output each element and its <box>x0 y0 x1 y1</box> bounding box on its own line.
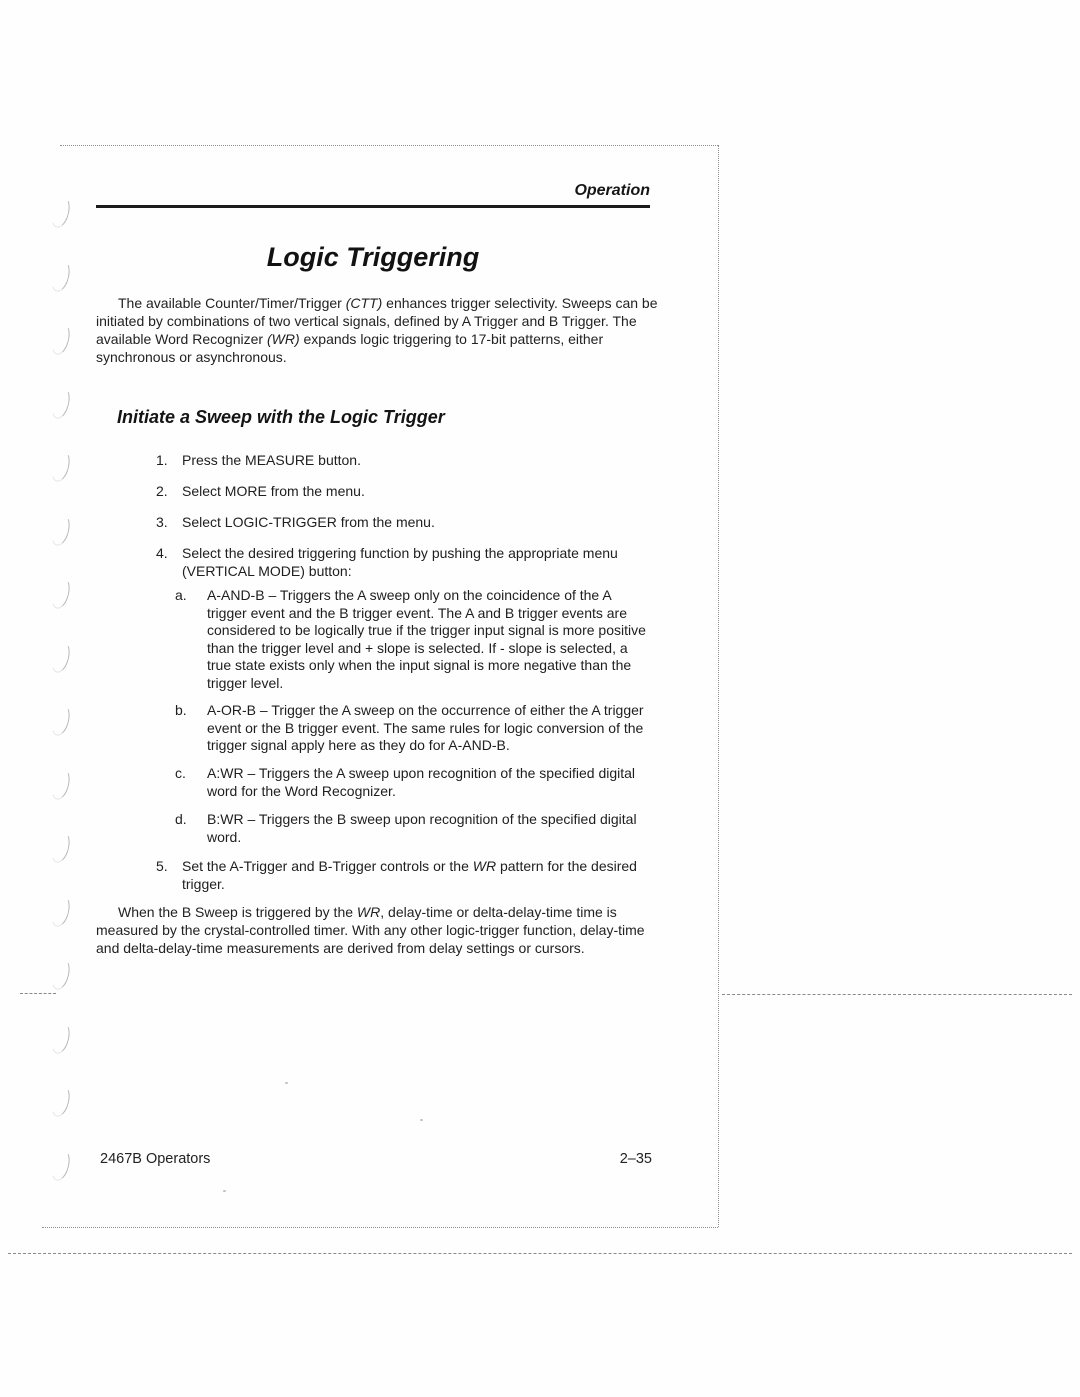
substep-marker: a. <box>175 587 187 603</box>
step-text: Press the MEASURE button. <box>182 452 361 468</box>
substep-item-c <box>175 765 653 800</box>
step-marker: 2. <box>156 483 168 499</box>
substep-item-a <box>175 587 653 692</box>
step-text: Select the desired triggering function by pushing the appropriate menu (VERTICAL MODE) button: <box>182 545 618 579</box>
intro-abbrev-ctt: (CTT) <box>345 295 383 311</box>
step-text: Select LOGIC-TRIGGER from the menu. <box>182 514 435 530</box>
footer-page-number: 2–35 <box>619 1151 652 1167</box>
subsection-heading: Initiate a Sweep with the Logic Trigger <box>117 407 445 427</box>
closing-abbrev-wr: WR <box>356 904 381 920</box>
substep-text: A:WR – Triggers the A sweep upon recognition of the specified digital word for the Word Recognizer. <box>207 765 636 799</box>
closing-paragraph <box>96 903 658 957</box>
intro-text: expands logic triggering to 17-bit patterns, either synchronous or asynchronous. <box>96 331 604 365</box>
closing-text: , delay-time or delta-delay-time time is measured by the crystal-controlled timer. With any other logic-trigger function, delay-time and delta-delay-time measurements are derived from delay settings or cursors. <box>96 904 645 956</box>
substep-item-d <box>175 811 653 846</box>
header-rule <box>96 205 650 208</box>
intro-paragraph <box>96 294 658 366</box>
step-text-segment: pattern for the desired trigger. <box>182 858 637 892</box>
substep-marker: c. <box>175 765 186 781</box>
step-item-1 <box>156 452 652 470</box>
closing-text: When the B Sweep is triggered by the <box>118 904 357 920</box>
substep-text: A-AND-B – Triggers the A sweep only on the coincidence of the A trigger event and the B trigger event. The A and B trigger events are considered to be logically true if the trigger input signal is more positive than the trigger level and + slope is selected. If - slope is selected, a true state exists only when the input signal is more negative than the trigger level. <box>207 587 646 691</box>
step-text: Select MORE from the menu. <box>182 483 365 499</box>
step-item-3 <box>156 514 652 532</box>
step-item-5 <box>156 858 652 893</box>
intro-text: enhances trigger selectivity. Sweeps can be initiated by combinations of two vertical signals, defined by A Trigger and B Trigger. The available Word Recognizer <box>96 295 658 347</box>
substep-text: B:WR – Triggers the B sweep upon recognition of the specified digital word. <box>207 811 637 845</box>
step-marker: 1. <box>156 452 168 468</box>
step-text <box>182 858 652 893</box>
section-header-label: Operation <box>574 182 650 199</box>
substep-marker: b. <box>175 702 187 718</box>
footer-manual-name: 2467B Operators <box>100 1151 211 1167</box>
step-item-2 <box>156 483 652 501</box>
substep-text: A-OR-B – Trigger the A sweep on the occurrence of either the A trigger event or the B trigger event. The same rules for logic conversion of the trigger signal apply here as they do for A-AND-B. <box>207 702 644 753</box>
substep-item-b <box>175 702 653 755</box>
step-text-segment: Set the A-Trigger and B-Trigger controls or the <box>182 858 473 874</box>
step-marker: 4. <box>156 545 168 561</box>
step-item-4 <box>156 545 652 580</box>
intro-text: The available Counter/Timer/Trigger <box>118 295 346 311</box>
step-text-wr: WR <box>472 858 497 874</box>
page-title: Logic Triggering <box>266 242 480 272</box>
substep-marker: d. <box>175 811 187 827</box>
step-marker: 3. <box>156 514 168 530</box>
step-marker: 5. <box>156 858 168 874</box>
intro-abbrev-wr: (WR) <box>266 331 300 347</box>
